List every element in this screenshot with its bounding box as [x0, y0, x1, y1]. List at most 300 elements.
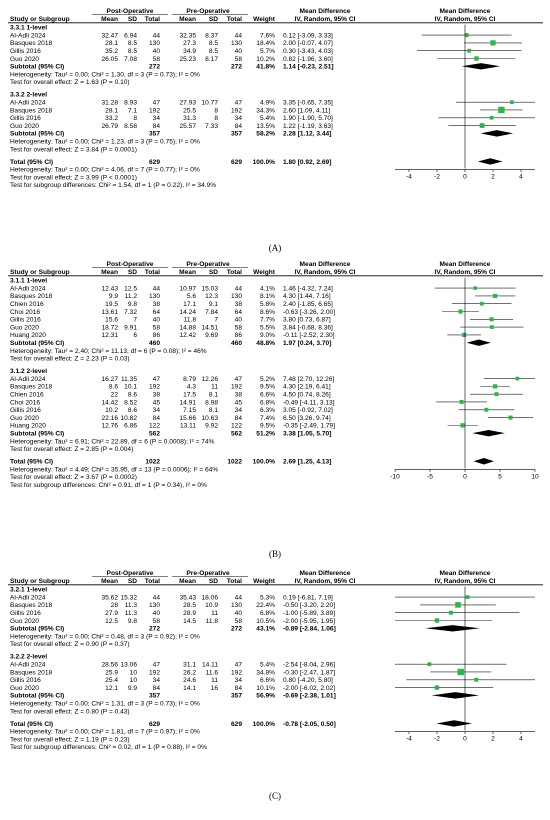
pre-sd: 14.51: [201, 324, 218, 332]
pre-sd: 12.26: [201, 375, 218, 383]
post-mean: 27.9: [105, 610, 118, 617]
pre-mean: 34.9: [183, 48, 196, 55]
study-ci-text: -2.54 [-8.04, 2.96]: [283, 661, 336, 669]
subtotal-diamond: [472, 430, 505, 436]
post-mean: 12.31: [101, 332, 118, 340]
study-name: Chien 2016: [10, 391, 44, 399]
mean-header: Mean: [179, 577, 196, 585]
post-total: 84: [152, 414, 160, 422]
subtotal-diamond: [462, 63, 500, 69]
pre-sd: 8.17: [205, 55, 218, 63]
pooled-ci-text: 2.28 [1.12, 3.44]: [283, 130, 332, 138]
effect-square: [508, 416, 512, 420]
study-ci-text: 0.12 [-3.09, 3.33]: [283, 32, 333, 40]
pre-total-sum: 629: [230, 720, 242, 728]
post-mean: 22.16: [101, 414, 118, 422]
subtotal-label: Subtotal (95% CI): [10, 130, 65, 138]
post-mean: 19.5: [105, 301, 118, 308]
pooled-weight: 100.0%: [252, 158, 275, 166]
post-mean: 9.9: [108, 293, 118, 301]
post-mean: 28.56: [101, 661, 118, 669]
study-ci-text: 2.00 [-0.07, 4.07]: [283, 40, 333, 48]
overall-effect-text: Test for overall effect: Z = 0.90 (P = 0.37): [10, 641, 130, 649]
study-name: Gillis 2016: [10, 407, 41, 415]
study-weight: 4.1%: [259, 285, 275, 293]
pooled-ci-text: -0.69 [-2.38, 1.01]: [283, 692, 336, 700]
post-sd: 9.9: [127, 684, 137, 692]
pooled-weight: 43.1%: [256, 625, 275, 633]
pre-sd: 11: [211, 383, 218, 391]
study-ci-text: -0.35 [-2.49, 1.79]: [283, 422, 336, 430]
pre-mean: 17.1: [183, 301, 196, 308]
footer-stat-text: Test for overall effect: Z = 1.19 (P = 0.23): [10, 736, 130, 744]
effect-square: [435, 685, 439, 689]
study-weight: 13.5%: [256, 122, 275, 130]
x-tick-label: 4: [519, 173, 523, 181]
post-sd: 11.3: [124, 602, 137, 610]
pre-sd: 8: [214, 107, 218, 115]
pre-sd: 18.06: [201, 594, 218, 602]
post-total: 130: [148, 602, 160, 610]
post-total: 34: [152, 677, 160, 685]
post-sd: 7.32: [124, 308, 137, 316]
effect-square: [490, 116, 494, 120]
pre-sd: 8.1: [208, 391, 218, 399]
pre-total: 38: [234, 391, 242, 399]
study-weight: 5.5%: [259, 324, 275, 332]
subtotal-label: Subtotal (95% CI): [10, 340, 65, 347]
post-total: 44: [152, 32, 160, 40]
study-name: Basques 2018: [10, 293, 53, 301]
effect-square: [460, 423, 464, 427]
pre-total: 84: [234, 122, 242, 130]
study-ci-text: -0.11 [-2.52, 2.30]: [283, 332, 335, 340]
post-sd: 9.91: [124, 324, 137, 332]
x-tick-label: -4: [406, 173, 412, 181]
plot-ci-header: IV, Random, 95% CI: [434, 15, 496, 23]
pre-mean: 26.2: [183, 669, 196, 677]
post-total: 47: [152, 661, 160, 669]
pre-mean: 28.5: [183, 602, 196, 610]
mean-header: Mean: [179, 268, 196, 276]
post-operative-header: Post-Operative: [106, 261, 154, 268]
mean-difference-header: Mean Difference: [299, 570, 351, 577]
post-total: 84: [152, 122, 160, 130]
study-name: Al-Adli 2024: [10, 285, 46, 293]
study-weight: 5.4%: [259, 115, 275, 123]
post-sd: 7.08: [124, 55, 137, 63]
plot-mean-difference-header: Mean Difference: [439, 261, 491, 268]
pre-mean: 5.6: [186, 293, 196, 301]
heterogeneity-text: Heterogeneity: Tau² = 0.00; Chi² = 1.23, df = 3 (P = 0.75); I² = 0%: [10, 138, 200, 146]
study-ci-text: 0.30 [-3.43, 4.03]: [283, 48, 333, 55]
pre-total: 84: [234, 684, 242, 692]
study-name: Gillis 2016: [10, 610, 41, 617]
study-name: Basques 2018: [10, 107, 53, 115]
pooled-weight: 51.2%: [256, 430, 275, 438]
post-total-sum: 562: [148, 430, 160, 438]
pre-sd: 10.77: [201, 99, 218, 107]
post-mean: 12.5: [105, 617, 118, 625]
post-mean: 32.47: [101, 32, 118, 40]
effect-square: [474, 678, 478, 682]
x-tick-label: 10: [531, 473, 539, 481]
pooled-ci-text: 1.80 [0.92, 2.69]: [283, 158, 332, 166]
weight-header: Weight: [253, 15, 275, 23]
post-total: 34: [152, 407, 160, 415]
pre-mean: 14.24: [179, 308, 196, 316]
post-mean: 16.27: [101, 375, 118, 383]
pooled-ci-text: 3.38 [1.05, 5.70]: [283, 430, 332, 438]
pre-sd: 9.1: [208, 301, 218, 308]
post-total: 58: [152, 55, 160, 63]
study-column-header: Study or Subgroup: [10, 577, 70, 585]
post-total: 38: [152, 391, 160, 399]
x-tick-label: 2: [491, 735, 495, 743]
study-name: Choi 2016: [10, 399, 41, 407]
footer-stat-text: Heterogeneity: Tau² = 0.00; Chi² = 4.06, df = 7 (P = 0.77); I² = 0%: [10, 166, 200, 174]
effect-square: [493, 294, 497, 298]
pooled-ci-text: 2.69 [1.25, 4.13]: [283, 458, 332, 466]
study-ci-text: -1.00 [-5.89, 3.89]: [283, 610, 336, 617]
mean-header: Mean: [179, 15, 196, 23]
pre-mean: 12.42: [179, 332, 196, 340]
study-weight: 7.7%: [259, 316, 275, 324]
pre-sd: 8.37: [205, 32, 218, 40]
post-mean: 35.62: [101, 594, 118, 602]
panel-label: (A): [268, 243, 282, 253]
plot-ci-header: IV, Random, 95% CI: [434, 577, 496, 585]
study-name: Guo 2020: [10, 122, 39, 130]
post-total: 34: [152, 115, 160, 123]
overall-effect-text: Test for overall effect: Z = 2.23 (P = 0.03): [10, 355, 130, 363]
post-total: 84: [152, 684, 160, 692]
subtotal-label: Subtotal (95% CI): [10, 692, 65, 700]
pooled-ci-text: 1.97 [0.24, 3.70]: [283, 340, 332, 347]
pre-mean: 28.9: [183, 610, 196, 617]
study-name: Basques 2018: [10, 669, 53, 677]
plot-ci-header: IV, Random, 95% CI: [434, 268, 496, 276]
study-weight: 18.4%: [256, 40, 275, 48]
total-label: Total (95% CI): [10, 458, 54, 466]
study-weight: 6.6%: [259, 391, 275, 399]
pre-mean: 24.6: [183, 677, 196, 685]
study-name: Basques 2018: [10, 40, 53, 48]
post-mean: 13.61: [101, 308, 118, 316]
study-weight: 10.5%: [256, 617, 275, 625]
pre-sd: 11.6: [205, 669, 218, 677]
post-mean: 28.1: [105, 107, 118, 115]
pre-total: 40: [234, 48, 242, 55]
study-name: Gillis 2016: [10, 115, 41, 123]
study-weight: 6.8%: [259, 399, 275, 407]
study-name: Al-Adli 2024: [10, 375, 46, 383]
pre-sd: 7.84: [205, 308, 218, 316]
plot-mean-difference-header: Mean Difference: [439, 8, 491, 15]
total-header: Total: [144, 577, 160, 585]
effect-square: [458, 669, 464, 675]
post-sd: 8.5: [127, 48, 137, 55]
pre-total: 40: [234, 610, 242, 617]
pre-total-sum: 629: [230, 158, 242, 166]
pre-sd: 12.3: [205, 293, 218, 301]
post-mean: 12.76: [101, 422, 118, 430]
effect-square: [480, 302, 484, 306]
x-tick-label: -4: [406, 735, 412, 743]
subtotal-label: Subtotal (95% CI): [10, 625, 65, 633]
pre-sd: 7.33: [205, 122, 218, 130]
pre-sd: 8: [214, 115, 218, 123]
post-total: 38: [152, 301, 160, 308]
post-mean: 28: [110, 602, 118, 610]
post-mean: 22: [110, 391, 118, 399]
pre-total: 47: [234, 99, 242, 107]
pre-mean: 27.3: [183, 40, 196, 48]
post-total: 44: [152, 285, 160, 293]
post-total: 192: [148, 107, 160, 115]
pre-mean: 32.35: [179, 32, 196, 40]
pooled-weight: 100.0%: [252, 458, 275, 466]
post-sd: 6.94: [124, 32, 137, 40]
post-sd: 11.2: [124, 293, 137, 301]
post-operative-header: Post-Operative: [106, 570, 154, 577]
study-name: Huang 2020: [10, 422, 46, 430]
total-diamond: [436, 720, 472, 726]
study-weight: 5.8%: [259, 301, 275, 308]
footer-stat-text: Test for subgroup differences: Chi² = 0.91, df = 1 (P = 0.34), I² = 0%: [10, 481, 207, 489]
subgroup-label: 3.1.1 1-level: [10, 277, 48, 285]
study-column-header: Study or Subgroup: [10, 15, 70, 23]
post-sd: 8.5: [127, 40, 137, 48]
subgroup-label: 3.2.1 1-level: [10, 586, 48, 594]
study-weight: 34.8%: [256, 669, 275, 677]
pre-mean: 17.5: [183, 391, 196, 399]
effect-square: [480, 123, 485, 128]
mean-header: Mean: [101, 15, 118, 23]
pre-total: 58: [234, 55, 242, 63]
x-tick-label: -2: [434, 173, 440, 181]
study-ci-text: -2.00 [-6.02, 2.02]: [283, 684, 336, 692]
x-tick-label: 5: [498, 473, 502, 481]
subgroup-label: 3.3.1 1-level: [10, 24, 48, 32]
study-ci-text: 4.30 [2.19, 6.41]: [283, 383, 331, 391]
post-sd: 8.6: [127, 407, 137, 415]
study-ci-text: 3.80 [0.73, 6.87]: [283, 316, 331, 324]
post-mean: 26.79: [101, 122, 118, 130]
total-header: Total: [226, 577, 242, 585]
pre-total-sum: 460: [230, 340, 242, 347]
post-total: 45: [152, 399, 160, 407]
pre-total: 44: [234, 594, 242, 602]
subtotal-diamond: [467, 340, 491, 346]
study-name: Basques 2018: [10, 602, 53, 610]
post-sd: 8: [133, 115, 137, 123]
post-mean: 26.05: [101, 55, 118, 63]
pre-mean: 25.5: [183, 107, 196, 115]
panel-label: (C): [269, 791, 281, 801]
study-weight: 22.4%: [256, 602, 275, 610]
study-name: Gillis 2016: [10, 48, 41, 55]
pre-sd: 16: [210, 684, 218, 692]
pre-sd: 10.63: [201, 414, 218, 422]
pre-sd: 9.69: [205, 332, 218, 340]
pre-mean: 31.3: [183, 115, 196, 123]
post-sd: 8.6: [127, 391, 137, 399]
effect-square: [516, 377, 520, 381]
post-sd: 12.5: [124, 285, 137, 293]
pooled-weight: 48.8%: [256, 340, 275, 347]
pre-total: 40: [234, 316, 242, 324]
study-weight: 10.1%: [256, 684, 275, 692]
subtotal-label: Subtotal (95% CI): [10, 430, 65, 438]
post-total: 40: [152, 610, 160, 617]
post-total: 58: [152, 324, 160, 332]
post-sd: 10: [129, 669, 137, 677]
pre-operative-header: Pre-Operative: [186, 261, 230, 268]
overall-effect-text: Test for overall effect: Z = 3.84 (P = 0.0001): [10, 146, 137, 154]
pooled-ci-text: -0.89 [-2.84, 1.06]: [283, 625, 336, 633]
post-sd: 8.58: [124, 122, 137, 130]
effect-square: [495, 392, 499, 396]
post-sd: 11.35: [120, 375, 137, 383]
total-label: Total (95% CI): [10, 720, 54, 728]
post-total: 40: [152, 48, 160, 55]
pre-total: 34: [234, 677, 242, 685]
post-sd: 15.32: [120, 594, 137, 602]
study-weight: 9.5%: [259, 383, 275, 391]
study-weight: 9.0%: [259, 332, 275, 340]
post-total-sum: 272: [148, 625, 160, 633]
x-tick-label: -10: [390, 473, 400, 481]
effect-square: [460, 400, 464, 404]
pre-total: 84: [234, 414, 242, 422]
subtotal-label: Subtotal (95% CI): [10, 63, 65, 71]
mean-header: Mean: [101, 577, 118, 585]
pre-total: 192: [230, 107, 242, 115]
study-ci-text: 0.80 [-4.20, 5.80]: [283, 677, 333, 685]
subgroup-label: 3.2.2 2-level: [10, 653, 48, 661]
pre-total: 122: [230, 422, 242, 430]
x-tick-label: 0: [463, 473, 467, 481]
total-header: Total: [226, 15, 242, 23]
sd-header: SD: [127, 577, 137, 585]
study-name: Guo 2020: [10, 55, 39, 63]
pre-total-sum: 357: [230, 130, 242, 138]
post-total-sum: 629: [148, 158, 160, 166]
post-total-sum: 1022: [145, 458, 160, 466]
study-ci-text: 1.46 [-4.32, 7.24]: [283, 285, 333, 293]
subtotal-diamond: [432, 692, 479, 698]
pre-sd: 8.1: [208, 407, 218, 415]
footer-stat-text: Test for overall effect: Z = 3.67 (P = 0.0002): [10, 474, 137, 482]
pre-total: 45: [234, 399, 242, 407]
pre-mean: 11.8: [183, 316, 196, 324]
study-ci-text: 2.40 [-1.85, 6.65]: [283, 301, 333, 308]
overall-effect-text: Test for overall effect: Z = 1.63 (P = 0.10): [10, 79, 130, 87]
post-mean: 35.2: [105, 48, 118, 55]
effect-square: [493, 384, 497, 388]
effect-square: [462, 333, 466, 337]
post-sd: 9.8: [127, 617, 137, 625]
post-mean: 25.4: [105, 677, 118, 685]
x-tick-label: 0: [463, 173, 467, 181]
plot-mean-difference-header: Mean Difference: [439, 570, 491, 577]
mean-difference-header: Mean Difference: [299, 261, 351, 268]
post-sd: 8.93: [124, 99, 137, 107]
study-ci-text: 0.19 [-6.81, 7.19]: [283, 594, 333, 602]
study-weight: 7.4%: [259, 414, 275, 422]
pre-total: 38: [234, 301, 242, 308]
study-name: Guo 2020: [10, 414, 39, 422]
post-mean: 18.72: [101, 324, 118, 332]
weight-header: Weight: [253, 577, 275, 585]
pre-mean: 15.66: [179, 414, 196, 422]
post-total: 58: [152, 617, 160, 625]
pre-mean: 35.43: [179, 594, 196, 602]
pre-total-sum: 272: [230, 63, 242, 71]
pre-operative-header: Pre-Operative: [186, 570, 230, 577]
pre-mean: 13.11: [179, 422, 196, 430]
study-ci-text: 4.50 [0.74, 8.26]: [283, 391, 331, 399]
study-ci-text: 3.05 [-0.92, 7.02]: [283, 407, 333, 415]
subgroup-label: 3.3.2 2-level: [10, 91, 48, 99]
post-sd: 10.1: [124, 383, 137, 391]
study-ci-text: 7.48 [2.70, 12.26]: [283, 375, 335, 383]
effect-square: [473, 286, 477, 290]
pre-total: 47: [234, 661, 242, 669]
pooled-weight: 41.8%: [256, 63, 275, 71]
sd-header: SD: [127, 15, 137, 23]
study-weight: 5.2%: [259, 375, 275, 383]
pooled-ci-text: 1.14 [-0.23, 2.51]: [283, 63, 334, 71]
footer-stat-text: Test for overall effect: Z = 3.99 (P < 0.0001): [10, 174, 137, 182]
post-total-sum: 629: [148, 720, 160, 728]
post-total-sum: 357: [148, 130, 160, 138]
study-weight: 4.9%: [259, 99, 275, 107]
post-total: 44: [152, 594, 160, 602]
heterogeneity-text: Heterogeneity: Tau² = 6.91; Chi² = 22.89, df = 6 (P = 0.0008); I² = 74%: [10, 438, 215, 446]
pre-sd: 8.5: [208, 40, 218, 48]
post-total: 122: [148, 422, 160, 430]
pre-mean: 25.57: [179, 122, 196, 130]
post-mean: 28.1: [105, 40, 118, 48]
pre-mean: 14.5: [183, 617, 196, 625]
post-mean: 10.2: [105, 407, 118, 415]
study-name: Al-Adli 2024: [10, 99, 46, 107]
study-ci-text: 0.82 [-1.96, 3.60]: [283, 55, 333, 63]
post-sd: 10.82: [120, 414, 137, 422]
pre-mean: 10.97: [179, 285, 196, 293]
study-weight: 6.8%: [259, 610, 275, 617]
footer-stat-text: Heterogeneity: Tau² = 0.00; Chi² = 1.81, df = 7 (P = 0.97); I² = 0%: [10, 728, 200, 736]
post-mean: 12.1: [105, 684, 118, 692]
post-sd: 6: [133, 332, 137, 340]
total-header: Total: [226, 268, 242, 276]
sd-header: SD: [208, 577, 218, 585]
post-sd: 10: [129, 677, 137, 685]
pre-mean: 27.93: [179, 99, 196, 107]
study-ci-text: -0.50 [-3.20, 2.20]: [283, 602, 336, 610]
pre-total-sum: 1022: [227, 458, 242, 466]
pre-total: 34: [234, 115, 242, 123]
pre-mean: 25.23: [179, 55, 196, 63]
pre-total: 86: [234, 332, 242, 340]
effect-square: [498, 107, 504, 113]
post-mean: 14.42: [101, 399, 118, 407]
pre-mean: 14.88: [179, 324, 196, 332]
study-ci-text: -0.30 [-2.47, 1.87]: [283, 669, 336, 677]
post-mean: 25.9: [105, 669, 118, 677]
